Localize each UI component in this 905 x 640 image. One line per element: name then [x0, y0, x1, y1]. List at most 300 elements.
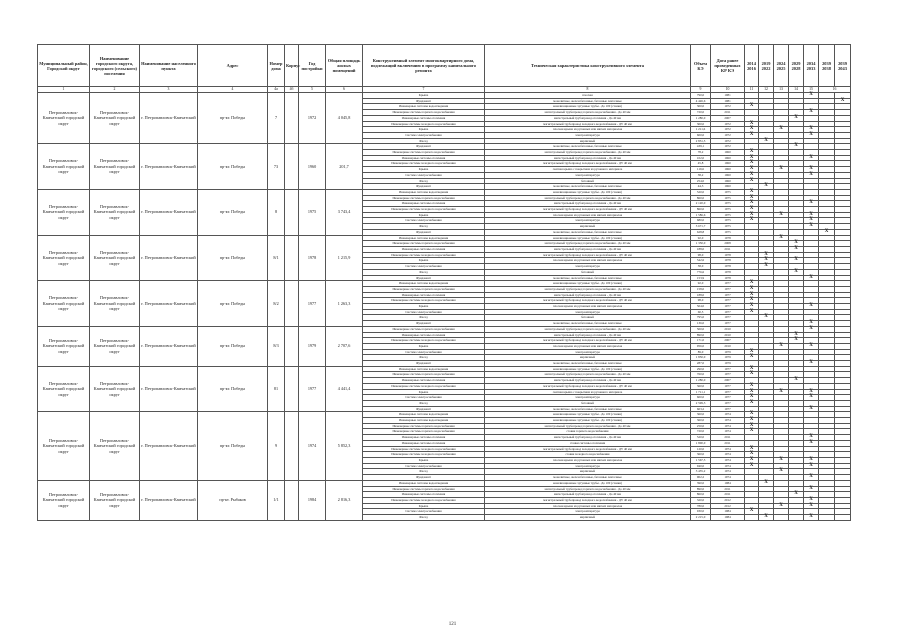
period-mark-cell: X [745, 292, 759, 298]
element-cell: Инженерные системы водоотведения [363, 412, 485, 418]
repair-date-cell: 1984 [711, 509, 745, 515]
volume-cell: 439,1 [691, 144, 711, 150]
volume-cell: 136,0 [691, 321, 711, 327]
period-mark-cell: X [804, 515, 819, 521]
table-row [38, 281, 851, 287]
characteristic-cell: магистральный трубопровод холодного водоснабжения - ДУ 40 мм [485, 298, 691, 304]
repair-date-cell: 1979 [711, 355, 745, 361]
house-number-cell: 8/1 [268, 235, 285, 281]
period-mark-cell: X [804, 275, 819, 281]
element-cell: Система электроснабжения [363, 218, 485, 224]
repair-date-cell: 1977 [711, 304, 745, 310]
volume-cell: 1 711,1 [691, 389, 711, 395]
building-cell [285, 144, 299, 190]
element-cell: Фасад [363, 469, 485, 475]
element-cell: Фасад [363, 224, 485, 230]
volume-cell: 320,0 [691, 497, 711, 503]
characteristic-cell: магистральный трубопровод горячего водоснабжения - До 40 мм [485, 423, 691, 429]
characteristic-cell: канализационные чугунные трубы - До 100 (стояки) [485, 412, 691, 418]
volume-cell: 3 435,2 [691, 469, 711, 475]
column-header: Конструктивный элемент многоквартирного дома, подлежащий включению в программу капитального ремонта [363, 45, 485, 87]
volume-cell: 98,0 [691, 252, 711, 258]
characteristic-cell: магистральный трубопровод отопления - До 40 мм [485, 332, 691, 338]
volume-cell: 45,8 [691, 161, 711, 167]
volume-cell: 2 120,0 [691, 201, 711, 207]
characteristic-cell: плоская крыша из рулонных или мягких материалов [485, 503, 691, 509]
repair-date-cell: 1960 [711, 167, 745, 173]
characteristic-cell: магистральный трубопровод отопления - До 40 мм [485, 378, 691, 384]
period-mark-cell: X [745, 349, 759, 355]
characteristic-cell: электроаппаратура [485, 463, 691, 469]
volume-cell: 2 215,0 [691, 515, 711, 521]
characteristic-cell: бетонный [485, 269, 691, 275]
period-mark-cell: X [745, 132, 759, 138]
period-mark-cell: X [804, 155, 819, 161]
repair-date-cell: 2010 [711, 332, 745, 338]
construction-year-cell: 1974 [299, 412, 326, 480]
column-header: 2039 2038 [819, 45, 835, 87]
repair-date-cell: 1977 [711, 372, 745, 378]
period-mark-cell: X [804, 435, 819, 441]
volume-cell: 254,0 [691, 178, 711, 184]
column-header: 2014 2016 [745, 45, 759, 87]
settlement-cell: Петропавловск-Камчатский городской округ [90, 189, 140, 235]
period-mark-cell: X [804, 110, 819, 116]
element-cell: Инженерные системы отопления [363, 201, 485, 207]
element-cell: Инженерные системы холодного водоснабжения [363, 452, 485, 458]
settlement-cell: Петропавловск-Камчатский городской округ [90, 480, 140, 520]
characteristic-cell: плоская крыша из рулонных или мягких материалов [485, 212, 691, 218]
characteristic-cell: магистральный трубопровод горячего водоснабжения - До 40 мм [485, 286, 691, 292]
period-mark-cell: X [745, 218, 759, 224]
living-area-cell: 4 441,4 [326, 366, 363, 412]
element-cell: Фундамент [363, 361, 485, 367]
column-number: 7 [363, 87, 485, 93]
house-number-cell: 8 [268, 189, 285, 235]
column-number: 8 [485, 87, 691, 93]
period-mark-cell: X [745, 298, 759, 304]
settlement-cell: Петропавловск-Камчатский городской округ [90, 235, 140, 281]
characteristic-cell: магистральный трубопровод холодного водоснабжения - ДУ 40 мм [485, 252, 691, 258]
address-cell: пр-кт. Победы [198, 144, 268, 190]
volume-cell: 188,0 [691, 292, 711, 298]
living-area-cell: 201,7 [326, 144, 363, 190]
district-cell: Петропавловск-Камчатский городской округ [38, 144, 90, 190]
settlement-cell: Петропавловск-Камчатский городской округ [90, 93, 140, 144]
volume-cell: 1 350,0 [691, 241, 711, 247]
column-number: 16 [819, 87, 851, 93]
characteristic-cell: магистральный трубопровод отопления - До 40 мм [485, 115, 691, 121]
repair-date-cell: 1972 [711, 104, 745, 110]
element-cell: Инженерные системы водоотведения [363, 104, 485, 110]
period-mark-cell: X [745, 104, 759, 110]
period-mark-cell: X [804, 218, 819, 224]
period-mark-cell: X [745, 418, 759, 424]
volume-cell: 250,0 [691, 423, 711, 429]
period-mark-cell: X [745, 309, 759, 315]
period-mark-cell: X [774, 389, 789, 395]
characteristic-cell: электроаппаратура [485, 349, 691, 355]
element-cell: Инженерные системы горячего водоснабжения [363, 486, 485, 492]
locality-cell: г. Петропавловск-Камчатский [140, 235, 198, 281]
repair-date-cell: 1984 [711, 480, 745, 486]
house-number-cell: 73 [268, 144, 285, 190]
volume-cell: 776,6 [691, 269, 711, 275]
characteristic-cell: плоская [485, 93, 691, 99]
period-mark-cell [789, 515, 804, 521]
repair-date-cell: 1977 [711, 366, 745, 372]
characteristic-cell: бетонный [485, 315, 691, 321]
volume-cell: 78,2 [691, 150, 711, 156]
volume-cell: 930,0 [691, 509, 711, 515]
element-cell: Фундамент [363, 275, 485, 281]
element-cell: Инженерные системы горячего водоснабжения [363, 110, 485, 116]
characteristic-cell: монолитные, железобетонные, бетонные ленточные [485, 275, 691, 281]
address-cell: пр-кт. Победы [198, 326, 268, 366]
house-number-cell: 8/3 [268, 326, 285, 366]
element-cell: Инженерные системы отопления [363, 378, 485, 384]
period-mark-cell: X [745, 201, 759, 207]
repair-date-cell: 2007 [711, 378, 745, 384]
construction-year-cell: 1984 [299, 480, 326, 520]
characteristic-cell: электроаппаратура [485, 309, 691, 315]
volume-cell: 300,0 [691, 104, 711, 110]
repair-date-cell: 1979 [711, 349, 745, 355]
program-table-sheet [37, 44, 850, 521]
repair-date-cell: 1975 [711, 212, 745, 218]
district-cell: Петропавловск-Камчатский городской округ [38, 480, 90, 520]
period-mark-cell: X [774, 167, 789, 173]
characteristic-cell: скатная крыша с покрытием из рулонного материала [485, 389, 691, 395]
element-cell: Инженерные системы водоотведения [363, 281, 485, 287]
repair-date-cell: 1974 [711, 446, 745, 452]
characteristic-cell: канализационные чугунные трубы - До 100 (стояки) [485, 281, 691, 287]
element-cell: Фундамент [363, 406, 485, 412]
period-mark-cell: X [745, 355, 759, 361]
repair-date-cell: 1977 [711, 406, 745, 412]
period-mark-cell: X [789, 378, 804, 384]
period-mark-cell: X [804, 224, 819, 230]
period-mark-cell: X [804, 321, 819, 327]
construction-year-cell: 1977 [299, 281, 326, 327]
period-mark-cell: X [745, 207, 759, 213]
period-mark-cell: X [745, 167, 759, 173]
volume-cell: 102,0 [691, 155, 711, 161]
locality-cell: г. Петропавловск-Камчатский [140, 480, 198, 520]
volume-cell: 1 211,6 [691, 127, 711, 133]
header-row [38, 45, 851, 87]
volume-cell: 89,0 [691, 349, 711, 355]
volume-cell: 1 800,0 [691, 440, 711, 446]
volume-cell: 58,0 [691, 264, 711, 270]
volume-cell: 860,0 [691, 195, 711, 201]
element-cell: Крыша [363, 389, 485, 395]
building-cell [285, 412, 299, 480]
repair-date-cell: 1972 [711, 121, 745, 127]
repair-date-cell: 1960 [711, 150, 745, 156]
address-cell: пр-кт. Победы [198, 189, 268, 235]
repair-date-cell: 1977 [711, 298, 745, 304]
element-cell: Инженерные системы отопления [363, 292, 485, 298]
period-mark-cell: X [745, 121, 759, 127]
period-mark-cell: X [759, 252, 774, 258]
characteristic-cell: магистральный трубопровод холодного водоснабжения - ДУ 40 мм [485, 161, 691, 167]
element-cell: Инженерные системы отопления [363, 115, 485, 121]
characteristic-cell: монолитные, железобетонные, бетонные ленточные [485, 406, 691, 412]
period-mark-cell: X [745, 281, 759, 287]
element-cell: Фундамент [363, 229, 485, 235]
period-mark-cell: X [804, 497, 819, 503]
table-row [38, 235, 851, 241]
locality-cell: г. Петропавловск-Камчатский [140, 144, 198, 190]
characteristic-cell: магистральный трубопровод холодного водоснабжения - ДУ 40 мм [485, 383, 691, 389]
period-mark-cell [745, 515, 759, 521]
column-number: 9 [691, 87, 711, 93]
element-cell: Система электроснабжения [363, 509, 485, 515]
district-cell: Петропавловск-Камчатский городской округ [38, 189, 90, 235]
repair-date-cell: 1972 [711, 132, 745, 138]
house-number-cell: 81 [268, 366, 285, 412]
element-cell: Фундамент [363, 475, 485, 481]
period-mark-cell: X [789, 246, 804, 252]
element-cell: Инженерные системы холодного водоснабжения [363, 383, 485, 389]
living-area-cell: 1 263,3 [326, 281, 363, 327]
period-mark-cell [819, 515, 835, 521]
period-mark-cell: X [774, 343, 789, 349]
element-cell: Система электроснабжения [363, 172, 485, 178]
repair-date-cell: 1974 [711, 458, 745, 464]
locality-cell: г. Петропавловск-Камчатский [140, 412, 198, 480]
characteristic-cell: электроаппаратура [485, 132, 691, 138]
building-cell [285, 189, 299, 235]
period-mark-cell: X [774, 458, 789, 464]
element-cell: Инженерные системы горячего водоснабжения [363, 241, 485, 247]
period-mark-cell: X [804, 127, 819, 133]
element-cell: Инженерные системы водоотведения [363, 366, 485, 372]
period-mark-cell: X [804, 304, 819, 310]
district-cell: Петропавловск-Камчатский городской округ [38, 412, 90, 480]
period-mark-cell: X [789, 492, 804, 498]
period-mark-cell: X [745, 509, 759, 515]
locality-cell: г. Петропавловск-Камчатский [140, 366, 198, 412]
period-mark-cell: X [759, 258, 774, 264]
volume-cell: 120,0 [691, 446, 711, 452]
repair-date-cell: 1975 [711, 189, 745, 195]
volume-cell: 360,0 [691, 452, 711, 458]
repair-date-cell: 1984 [711, 515, 745, 521]
period-mark-cell: X [745, 172, 759, 178]
house-number-cell: 7 [268, 93, 285, 144]
characteristic-cell: магистральный трубопровод горячего водоснабжения - До 40 мм [485, 150, 691, 156]
settlement-cell: Петропавловск-Камчатский городской округ [90, 326, 140, 366]
repair-date-cell: 2007 [711, 115, 745, 121]
characteristic-cell: монолитные, железобетонные, бетонные ленточные [485, 361, 691, 367]
element-cell: Фасад [363, 355, 485, 361]
period-mark-cell: X [745, 412, 759, 418]
house-number-cell: 9 [268, 412, 285, 480]
element-cell: Фундамент [363, 321, 485, 327]
construction-year-cell: 1977 [299, 366, 326, 412]
volume-cell: 2 599,3 [691, 400, 711, 406]
district-cell: Петропавловск-Камчатский городской округ [38, 326, 90, 366]
repair-date-cell: 1974 [711, 469, 745, 475]
characteristic-cell: плоская крыша из рулонных или мягких материалов [485, 127, 691, 133]
volume-cell: 171,0 [691, 338, 711, 344]
element-cell: Крыша [363, 127, 485, 133]
volume-cell: 600,0 [691, 395, 711, 401]
characteristic-cell: магистральный трубопровод холодного водоснабжения - ДУ 40 мм [485, 497, 691, 503]
element-cell: Инженерные системы отопления [363, 155, 485, 161]
repair-date-cell: 2011 [711, 486, 745, 492]
locality-cell: г. Петропавловск-Камчатский [140, 93, 198, 144]
period-mark-cell: X [835, 98, 851, 104]
period-mark-cell: X [804, 172, 819, 178]
settlement-cell: Петропавловск-Камчатский городской округ [90, 281, 140, 327]
element-cell: Крыша [363, 343, 485, 349]
settlement-cell: Петропавловск-Камчатский городской округ [90, 144, 140, 190]
element-cell: Инженерные системы водоотведения [363, 189, 485, 195]
element-cell: Инженерные системы холодного водоснабжения [363, 207, 485, 213]
characteristic-cell: магистральный трубопровод отопления - До 40 мм [485, 155, 691, 161]
address-cell: пр-кт. Победы [198, 93, 268, 144]
repair-date-cell: 2008 [711, 241, 745, 247]
characteristic-cell: монолитные, железобетонные, бетонные ленточные [485, 475, 691, 481]
element-cell: Крыша [363, 167, 485, 173]
column-number: 2 [90, 87, 140, 93]
period-mark-cell: X [804, 440, 819, 446]
volume-cell: 720,0 [691, 429, 711, 435]
address-cell: пр-кт. Рыбаков [198, 480, 268, 520]
column-number: 3 [140, 87, 198, 93]
period-mark-cell: X [774, 235, 789, 241]
capital-repair-program-table [37, 44, 851, 521]
element-cell: Инженерные системы отопления [363, 435, 485, 441]
element-cell: Инженерные системы горячего водоснабжения [363, 372, 485, 378]
period-mark-cell: X [745, 446, 759, 452]
repair-date-cell: 1977 [711, 281, 745, 287]
construction-year-cell: 1978 [299, 235, 326, 281]
volume-cell: 1 586,6 [691, 212, 711, 218]
period-mark-cell: X [759, 264, 774, 270]
repair-date-cell: 2011 [711, 435, 745, 441]
period-mark-cell: X [745, 286, 759, 292]
element-cell: Инженерные системы горячего водоснабжения [363, 150, 485, 156]
characteristic-cell: электроаппаратура [485, 218, 691, 224]
column-header: Общая площадь жилых помещений [326, 45, 363, 87]
characteristic-cell: магистральный трубопровод холодного водоснабжения - ДУ 40 мм [485, 121, 691, 127]
volume-cell: 720,0 [691, 110, 711, 116]
period-mark-cell: X [759, 515, 774, 521]
period-mark-cell: X [745, 161, 759, 167]
period-mark-cell: X [789, 332, 804, 338]
element-cell: Фасад [363, 315, 485, 321]
characteristic-cell: плоская крыша из рулонных или мягких материалов [485, 304, 691, 310]
volume-cell: 153,9 [691, 275, 711, 281]
construction-year-cell: 1975 [299, 189, 326, 235]
period-mark-cell: X [804, 463, 819, 469]
locality-cell: г. Петропавловск-Камчатский [140, 189, 198, 235]
period-mark-cell: X [804, 361, 819, 367]
volume-cell: 956,0 [691, 343, 711, 349]
characteristic-cell: канализационные чугунные трубы - До 100 (стояки) [485, 418, 691, 424]
table-header [38, 45, 851, 93]
repair-date-cell: 1981 [711, 93, 745, 99]
element-cell: Фасад [363, 138, 485, 144]
repair-date-cell: 1975 [711, 224, 745, 230]
volume-cell: 360,0 [691, 418, 711, 424]
column-header: Наименование населенного пункта [140, 45, 198, 87]
characteristic-cell: канализационные чугунные трубы - До 100 (стояки) [485, 189, 691, 195]
characteristic-cell: магистральный трубопровод горячего водоснабжения - До 40 мм [485, 195, 691, 201]
building-cell [285, 93, 299, 144]
element-cell: Инженерные системы холодного водоснабжения [363, 252, 485, 258]
volume-cell: 520,0 [691, 435, 711, 441]
period-mark-cell: X [745, 150, 759, 156]
period-mark-cell: X [789, 338, 804, 344]
column-number: 13 [774, 87, 789, 93]
column-header: 2024 2025 [774, 45, 789, 87]
characteristic-cell: магистральный трубопровод горячего водоснабжения - До 40 мм [485, 372, 691, 378]
living-area-cell: 2 707,6 [326, 326, 363, 366]
characteristic-cell: электроаппаратура [485, 509, 691, 515]
characteristic-cell: магистральный трубопровод отопления - До 40 мм [485, 246, 691, 252]
column-header: Год постройки [299, 45, 326, 87]
period-mark-cell: X [804, 475, 819, 481]
element-cell: Крыша [363, 503, 485, 509]
period-mark-cell: X [745, 395, 759, 401]
column-header: Наименование городского округа, городского (сельского) поселения [90, 45, 140, 87]
characteristic-cell: магистральный трубопровод горячего водоснабжения - До 40 мм [485, 110, 691, 116]
element-cell: Фасад [363, 400, 485, 406]
period-mark-cell: X [774, 212, 789, 218]
element-cell: Фасад [363, 178, 485, 184]
element-cell: Инженерные системы холодного водоснабжения [363, 338, 485, 344]
repair-date-cell: 1975 [711, 207, 745, 213]
period-mark-cell: X [804, 395, 819, 401]
column-header: 2034 2033 [804, 45, 819, 87]
characteristic-cell: стояки системы отопления [485, 440, 691, 446]
volume-cell: 902,2 [691, 475, 711, 481]
element-cell: Система электроснабжения [363, 395, 485, 401]
living-area-cell: 3 743,4 [326, 189, 363, 235]
period-mark-cell: X [745, 195, 759, 201]
volume-cell: 290,0 [691, 366, 711, 372]
volume-cell: 360,0 [691, 383, 711, 389]
volume-cell: 158,0 [691, 286, 711, 292]
element-cell: Инженерные системы холодного водоснабжения [363, 298, 485, 304]
characteristic-cell: монолитные, железобетонные, бетонные ленточные [485, 229, 691, 235]
volume-cell: 603,2 [691, 406, 711, 412]
element-cell: Инженерные системы холодного водоснабжения [363, 121, 485, 127]
volume-cell: 188,0 [691, 246, 711, 252]
repair-date-cell: 1977 [711, 389, 745, 395]
characteristic-cell: кирпичный [485, 469, 691, 475]
volume-cell: 300,0 [691, 121, 711, 127]
repair-date-cell: 1974 [711, 418, 745, 424]
element-cell: Фундамент [363, 98, 485, 104]
element-cell: Инженерные системы отопления [363, 440, 485, 446]
volume-cell: 760,0 [691, 372, 711, 378]
column-number: 10 [711, 87, 745, 93]
living-area-cell: 5 852,3 [326, 412, 363, 480]
building-cell [285, 235, 299, 281]
period-mark-cell: X [804, 486, 819, 492]
building-cell [285, 366, 299, 412]
volume-cell: 119,6 [691, 167, 711, 173]
column-header: Адрес [198, 45, 268, 87]
volume-cell: 287,0 [691, 361, 711, 367]
period-mark-cell: X [804, 132, 819, 138]
